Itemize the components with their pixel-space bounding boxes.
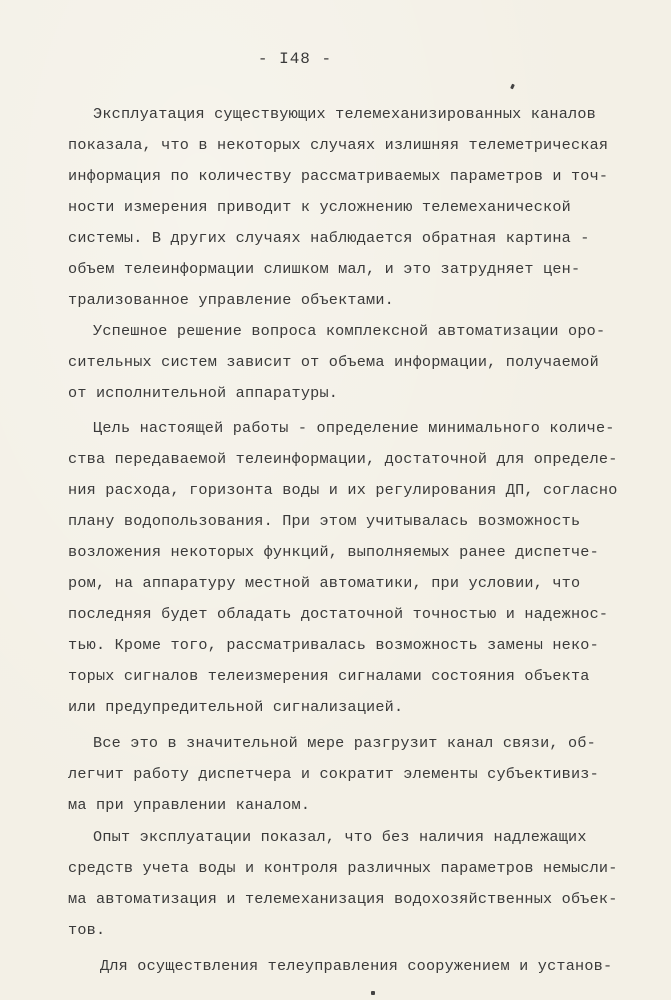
text-line-2: показала, что в некоторых случаях излишняя телеметрическая <box>68 136 609 154</box>
text-line-22: легчит работу диспетчера и сократит элементы субъективиз- <box>68 765 599 783</box>
text-line-3: информация по количеству рассматриваемых параметров и точ- <box>68 167 609 185</box>
text-line-14: плану водопользования. При этом учитывалась возможность <box>68 512 581 530</box>
ink-mark-top <box>510 84 515 90</box>
text-line-24: Опыт эксплуатации показал, что без наличия надлежащих <box>93 828 587 846</box>
text-line-21: Все это в значительной мере разгрузит канал связи, об- <box>93 734 596 752</box>
text-line-7: трализованное управление объектами. <box>68 291 394 309</box>
text-line-17: последняя будет обладать достаточной точностью и надежнос- <box>68 605 609 623</box>
ink-mark-bottom <box>371 991 375 995</box>
text-line-4: ности измерения приводит к усложнению телемеханической <box>68 198 571 216</box>
text-line-20: или предупредительной сигнализацией. <box>68 698 404 716</box>
text-line-27: тов. <box>68 921 106 939</box>
text-line-25: средств учета воды и контроля различных параметров немысли- <box>68 859 618 877</box>
text-line-28: Для осуществления телеуправления сооружением и установ- <box>100 957 613 975</box>
text-line-10: от исполнительной аппаратуры. <box>68 384 339 402</box>
text-line-13: ния расхода, горизонта воды и их регулирования ДП, согласно <box>68 481 618 499</box>
text-line-26: ма автоматизация и телемеханизация водохозяйственных объек- <box>68 890 618 908</box>
text-line-8: Успешное решение вопроса комплексной автоматизации оро- <box>93 322 606 340</box>
text-line-11: Цель настоящей работы - определение минимального количе- <box>93 419 615 437</box>
text-line-6: объем телеинформации слишком мал, и это затрудняет цен- <box>68 260 581 278</box>
text-line-16: ром, на аппаратуру местной автоматики, при условии, что <box>68 574 581 592</box>
text-line-9: сительных систем зависит от объема информации, получаемой <box>68 353 599 371</box>
text-line-23: ма при управлении каналом. <box>68 796 311 814</box>
text-line-19: торых сигналов телеизмерения сигналами состояния объекта <box>68 667 590 685</box>
text-line-1: Эксплуатация существующих телемеханизированных каналов <box>93 105 596 123</box>
page-number: - I48 - <box>257 50 333 68</box>
text-line-5: системы. В других случаях наблюдается обратная картина - <box>68 229 590 247</box>
text-line-18: тью. Кроме того, рассматривалась возможность замены неко- <box>68 636 599 654</box>
text-line-12: ства передаваемой телеинформации, достаточной для определе- <box>68 450 618 468</box>
text-line-15: возложения некоторых функций, выполняемых ранее диспетче- <box>68 543 599 561</box>
